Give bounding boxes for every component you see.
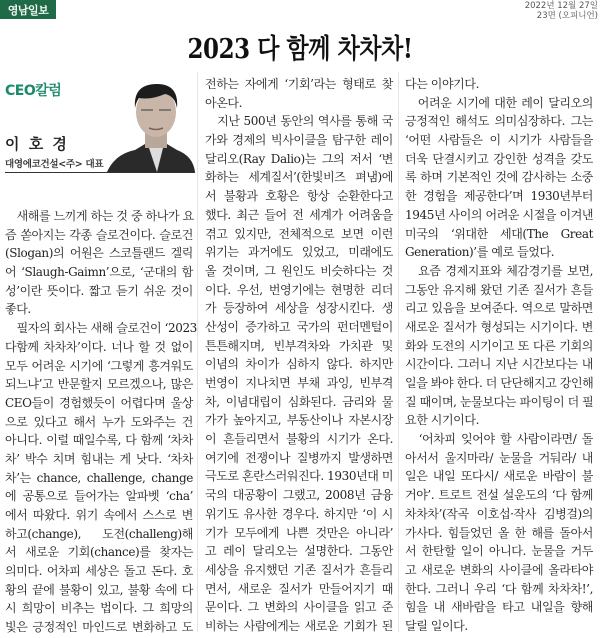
text-line: 서 새로운 기회(chance)를 찾자는 [5,545,193,560]
text-line: 차’ 박수 치며 힘내는 게 낫다. ‘차차 [5,451,193,466]
dateline [525,1,598,21]
article-column-3 [405,75,593,636]
text-line: 황의 끝에 불황이 있고, 불황 속에 다 [5,582,193,597]
text-line: 시간이다. 그러니 지난 시간보다는 내 [405,357,593,372]
article-title: 2023 다 함께 차차차! [187,34,413,65]
text-line: 아니다. 이럴 때일수록, 다 함께 ‘차차 [5,433,193,448]
text-line: 즘 쏟아지는 각종 슬로건이다. 슬로건 [5,227,193,242]
text-line: 올 것이며, 그 원인도 비슷하다는 것 [205,263,393,278]
text-line: (Slogan)의 어원은 스코틀랜드 겔릭 [5,246,193,261]
text-line: 했다. 최근 들어 전 세계가 어려움을 [205,207,393,222]
text-line: 록 하며 기본적인 것에 감사하는 소중 [405,170,593,185]
text-line: 어려운 시기에 대한 레이 달리오의 [405,95,593,110]
text-line: 성’이란 뜻이다. 짧고 듣기 쉬운 것이 [5,283,193,298]
text-line: 일을 봐야 한다. 더 단단해지고 강인해 [405,376,594,390]
text-line: 이념의 차이가 심하지 않다. 하지만 [205,357,393,372]
text-line: 어 ‘Slaugh-Gaimn’으로, ‘군대의 함 [5,265,193,280]
text-line: 가가 높아지고, 부동산이나 자본시장 [205,413,393,428]
text-line: 이다. 우선, 번영기에는 현명한 리더 [205,282,393,297]
text-line: 튼튼해지며, 빈부격차와 가치관 및 [205,338,393,353]
text-line: 지난 500년 동안의 역사를 통해 국 [205,114,393,129]
text-line: 한다. 그러니 우리 ‘다 함께 차차차!’, [405,581,593,596]
text-line: 서 불황과 호황은 항상 순환한다고 [205,189,393,204]
text-line: 기가 모두에게 나쁜 것만은 아니라’ [205,525,393,540]
text-line: 그동안 유지해 왔던 기존 질서가 흔들 [405,282,593,297]
text-line: 새로운 질서가 형성되는 시기이다. 변 [405,319,593,334]
text-line: 좋다. [5,302,31,317]
text-line: 더욱 단결시키고 강인한 성격을 갖도 [405,151,593,166]
text-line: 화하는 세계질서’(한빛비즈 펴냄)에 [205,170,393,185]
text-line: 빛은 긍정적인 마인드로 변화하고 도 [5,620,193,635]
text-line: 차, 이념대립이 심화된다. 금리와 물 [205,394,393,409]
column-section-label: CEO칼럼 [5,83,62,99]
text-line: 미국의 ‘위대한 세대(The Great [405,226,593,241]
text-line: 에서 따왔다. 위기 속에서 스스로 변 [5,508,193,522]
text-line: 아온다. [205,95,242,110]
text-line: Generation)’를 예로 들었다. [405,245,555,260]
column-divider [398,72,399,632]
issue-date: 2022년 12월 27일 [524,1,598,11]
text-line: 다함께 차차차’이다. 너나 할 것 없이 [5,339,193,354]
text-line: 아서서 울지마라/ 눈물을 거둬라/ 내 [405,450,593,465]
text-line: 비하는 사람에게는 새로운 기회가 된 [205,618,393,633]
text-line: 의미다. 어차피 세상은 돌고 돈다. 호 [5,564,193,579]
text-line: 리고 있음을 보여준다. 역으로 말하면 [405,301,593,316]
text-line: 고 레이 달리오는 설명한다. 그동안 [205,544,393,559]
text-line: 겪고 있지만, 전체적으로 보면 이런 [205,226,393,241]
text-line: 거야’. 트로트 전설 설운도의 ‘다 함께 [405,488,593,503]
text-line: 전하는 자에게 ‘기회’라는 형태로 찾 [205,77,393,91]
text-line: CEO들이 경험했듯이 어렵다며 울상 [5,395,193,410]
text-line: 위기도 유사한 경우다. 하지만 ‘이 시 [205,506,393,521]
text-line: 1945년 사이의 어려운 시절을 이겨낸 [405,207,594,222]
text-line: 문이다. 그 변화의 사이클을 읽고 준 [205,600,393,615]
text-line: 여기에 전쟁이나 질병까지 발생하면 [205,450,393,465]
column-divider [197,72,198,632]
text-line: 위기는 과거에도 있었고, 미래에도 [205,245,393,260]
page-section: 23면 (오피니언) [536,11,598,21]
text-line: 가와 경제의 빅사이클을 탐구한 레이 [205,133,393,148]
text-line: 새해를 느끼게 하는 것 중 하나가 요 [5,209,194,223]
text-line: 힘을 내 새바람을 타고 내일을 향해 [405,600,593,615]
text-line: 질 때이며, 눈물보다는 파이팅이 더 필 [405,394,594,409]
text-line: 면서, 새로운 질서가 만들어지기 때 [205,581,393,596]
text-line: 화와 도전의 시기이고 또 다른 기회의 [405,338,593,353]
text-line: 요한 시기이다. [405,413,479,428]
text-line: 산성이 증가하고 국가의 펀더멘털이 [205,319,393,334]
author-name: 이 호 경 [5,135,69,153]
text-line: 서 한탄할 일이 아니다. 눈물을 거두 [405,544,593,559]
text-line: 가사다. 힘들었던 올 한 해를 돌아서 [405,525,593,540]
text-line: 으로 있다고 해서 누가 도와주는 건 [5,414,193,429]
header-divider [5,172,195,173]
text-line: 차차차’(작곡 이호섭·작사 김병걸)의 [405,506,593,521]
text-line: 모두 어려운 시기에 ‘그렇게 흥겨워도 [5,358,193,373]
text-line: 차’는 chance, challenge, change [5,470,193,485]
text-line: 시 희망이 비추는 법이다. 그 희망의 [5,601,193,616]
text-line: 이 흔들리면서 불황의 시기가 온다. [205,432,393,447]
text-line: 달리오(Ray Dalio)는 그의 저서 ‘변 [205,151,393,166]
article-column-2 [205,75,393,636]
text-line: 다는 이야기다. [405,77,479,91]
text-line: 달릴 일이다. [405,618,468,633]
text-line: 한 경험을 제공한다’며 1930년부터 [405,189,593,204]
text-line: 가 등장하여 세상을 성장시킨다. 생 [205,301,393,316]
text-line: ‘어떤 사람들은 이 시기가 사람들을 [405,133,593,148]
text-line: 번영이 지나치면 부채 과잉, 빈부격 [205,376,393,390]
article-column-1 [5,207,197,637]
author-photo [105,78,195,172]
newspaper-logo: 영남일보 [0,0,56,19]
text-line: 하고(change), 도전(challeng)해 [5,526,193,541]
text-line: 일은 내일 또다시/ 새로운 바람이 불 [405,469,593,484]
text-line: ‘어차피 잊어야 할 사람이라면/ 돌 [405,432,593,447]
text-line: 고 새로운 변화의 사이클에 올라타야 [405,562,593,577]
text-line: 요즘 경제지표와 체감경기를 보면, [405,263,593,278]
text-line: 국의 대공황이 그랬고, 2008년 금융 [205,488,393,503]
text-line: 세상을 유지했던 기존 질서가 흔들리 [205,562,393,577]
author-title: 대영에코건설<주> 대표 [5,159,104,170]
text-line: 에 공통으로 들어가는 알파벳 ‘cha’ [5,489,193,504]
text-line: 긍정적인 해석도 의미심장하다. 그는 [405,114,593,129]
text-line: 극도로 혼란스러워진다. 1930년대 미 [205,469,394,484]
text-line: 되느냐’고 반문할지 모르겠으나, 많은 [5,377,193,392]
text-line: 필자의 회사는 새해 슬로건이 ‘2023 [5,321,197,336]
